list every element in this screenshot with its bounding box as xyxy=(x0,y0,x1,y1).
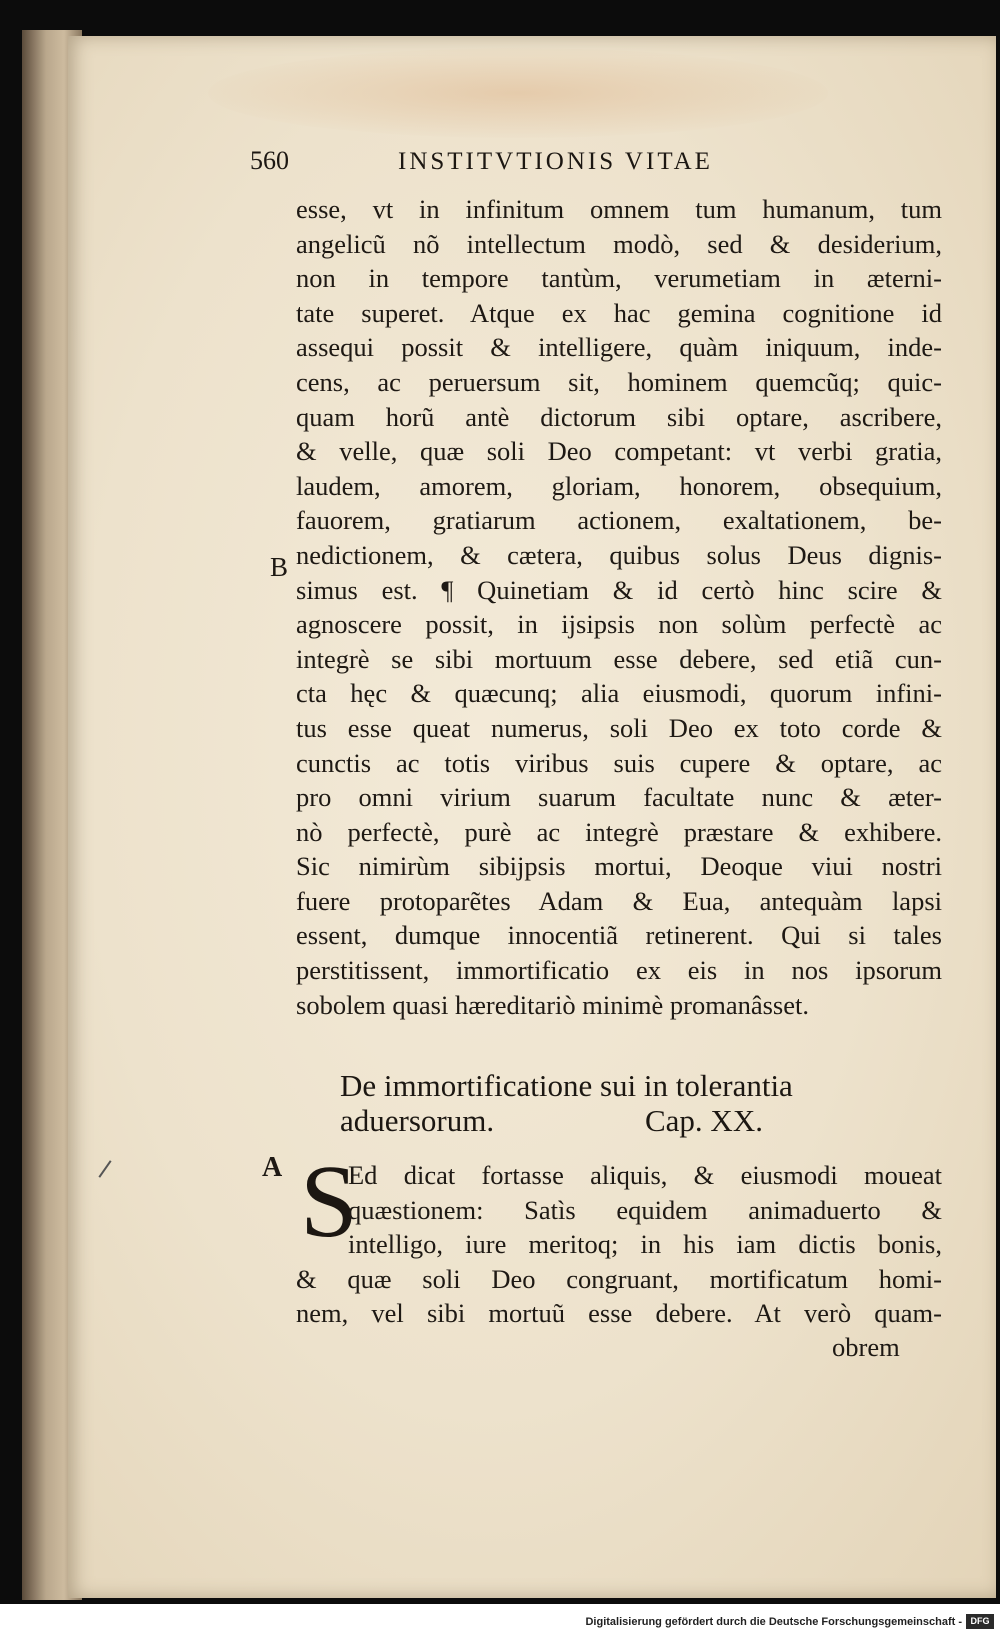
text-line: nedictionem, & cætera, quibus solus Deus dignis- xyxy=(296,539,942,570)
chapter-heading-line: aduersorum. xyxy=(340,1103,495,1138)
chapter-heading xyxy=(340,1068,940,1138)
text-line: integrè se sibi mortuum esse debere, sed etiã cun- xyxy=(296,643,942,674)
text-line: quam horũ antè dictorum sibi optare, ascribere, xyxy=(296,401,942,432)
text-line: quæstionem: Satìs equidem animaduerto & xyxy=(348,1194,942,1225)
text-line: fauorem, gratiarum actionem, exaltationem, be- xyxy=(296,505,942,536)
text-line: non in tempore tantùm, verumetiam in æterni- xyxy=(296,263,942,294)
text-line: cens, ac peruersum sit, hominem quemcũq; quic- xyxy=(296,366,942,397)
text-line: essent, dumque innocentiã retinerent. Qui si tales xyxy=(296,920,942,951)
text-line: fuere protoparẽtes Adam & Eua, antequàm lapsi xyxy=(296,885,942,916)
margin-letter-b: B xyxy=(270,552,289,582)
chapter-number: Cap. XX. xyxy=(645,1103,763,1138)
digitization-footer xyxy=(0,1604,1000,1644)
text-line: angelicũ nõ intellectum modò, sed & desiderium, xyxy=(296,228,942,259)
text-line: agnoscere possit, in ijsipsis non solùm perfectè ac xyxy=(296,609,942,640)
running-head xyxy=(250,146,860,180)
text-line: cta hęc & quæcunq; alia eiusmodi, quorum infini- xyxy=(296,678,942,709)
text-line: Ed dicat fortasse aliquis, & eiusmodi moueat xyxy=(348,1160,942,1190)
text-line: Sic nimirùm sibijpsis mortui, Deoque viui nostri xyxy=(296,851,942,882)
catchword: obrem xyxy=(832,1332,900,1362)
funding-credit: Digitalisierung gefördert durch die Deutsche Forschungsgemeinschaft - xyxy=(585,1616,962,1628)
text-line: & quæ soli Deo congruant, mortificatum homi- xyxy=(296,1263,942,1294)
text-line: tus esse queat numerus, soli Deo ex toto corde & xyxy=(296,712,942,743)
text-line: cunctis ac totis viribus suis cupere & optare, ac xyxy=(296,747,942,778)
paper-stain xyxy=(208,48,828,138)
text-line: laudem, amorem, gloriam, honorem, obsequium, xyxy=(296,470,942,501)
text-line: intelligo, iure meritoq; in his iam dictis bonis, xyxy=(348,1229,942,1260)
text-line: pro omni virium suarum facultate nunc & æter- xyxy=(296,782,942,813)
dfg-logo: DFG xyxy=(966,1614,994,1629)
text-line: simus est. ¶ Quinetiam & id certò hinc scire & xyxy=(296,574,942,605)
text-line: nò perfectè, purè ac integrè præstare & exhibere. xyxy=(296,816,942,847)
text-line: & velle, quæ soli Deo competant: vt verbi gratia, xyxy=(296,436,942,467)
page-number: 560 xyxy=(250,146,289,175)
drop-cap: S xyxy=(300,1144,358,1259)
body-text xyxy=(296,192,942,1022)
chapter-body xyxy=(296,1158,942,1331)
text-line: sobolem quasi hæreditariò minimè promanâsset. xyxy=(296,989,809,1020)
running-head-title: INSTITVTIONIS VITAE xyxy=(398,148,713,175)
text-line: esse, vt in infinitum omnem tum humanum, tum xyxy=(296,194,942,224)
chapter-heading-line: De immortificatione sui in tolerantia xyxy=(340,1068,793,1103)
text-line: tate superet. Atque ex hac gemina cognitione id xyxy=(296,297,942,328)
text-line: nem, vel sibi mortuũ esse debere. At verò quam- xyxy=(296,1298,942,1329)
text-line: assequi possit & intelligere, quàm iniquum, inde- xyxy=(296,332,942,363)
text-line: perstitissent, immortificatio ex eis in nos ipsorum xyxy=(296,955,942,986)
margin-letter-a: A xyxy=(262,1152,283,1183)
